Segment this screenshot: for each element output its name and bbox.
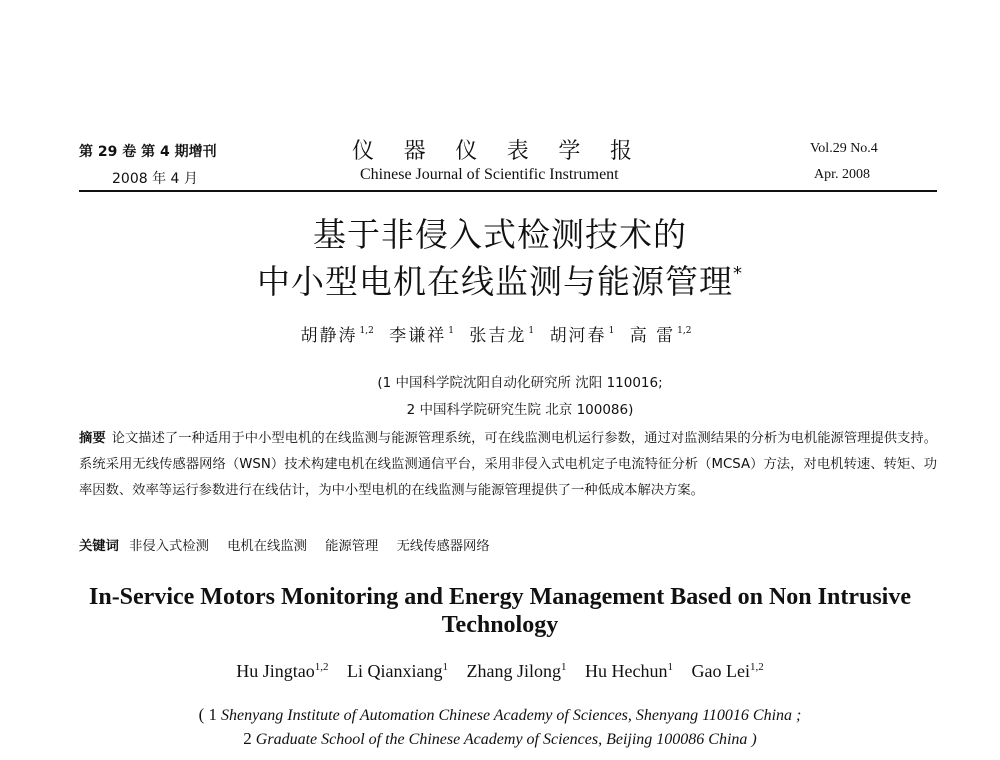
cn-author-name: 张吉龙 xyxy=(469,326,527,346)
abstract xyxy=(79,426,937,504)
journal-title-cn: 仪器仪表学报 xyxy=(352,139,632,164)
en-author xyxy=(467,661,567,681)
keyword: 能源管理 xyxy=(325,539,379,554)
cn-authors xyxy=(0,321,1000,346)
en-author-aff: 1,2 xyxy=(314,661,329,673)
date-cn: 2008 年 4 月 xyxy=(112,171,198,187)
en-author-aff: 1 xyxy=(561,661,567,673)
cn-author-name: 胡河春 xyxy=(549,326,607,346)
en-title-line1: In-Service Motors Monitoring and Energy Management Based on Non Intrusive xyxy=(89,584,911,610)
cn-author-name: 胡静涛 xyxy=(300,326,358,346)
en-title xyxy=(0,583,1000,639)
en-author xyxy=(236,661,328,681)
header-rule xyxy=(79,190,937,192)
abstract-label: 摘要 xyxy=(79,431,106,446)
en-authors xyxy=(0,661,1000,682)
en-author-aff: 1,2 xyxy=(749,661,764,673)
en-author-aff: 1 xyxy=(442,661,448,673)
cn-author-aff: 1,2 xyxy=(677,326,692,336)
cn-author-aff: 1,2 xyxy=(359,326,374,336)
en-title-line2: Technology xyxy=(441,612,559,638)
en-author xyxy=(585,661,673,681)
en-affiliation-1 xyxy=(0,705,1000,725)
cn-author-aff: 1 xyxy=(448,326,455,336)
cn-author-name: 高 雷 xyxy=(629,326,676,346)
en-author xyxy=(691,661,763,681)
en-author-name: Li Qianxiang xyxy=(347,661,443,681)
journal-title-en: Chinese Journal of Scientific Instrument xyxy=(360,166,619,183)
date-en: Apr. 2008 xyxy=(814,167,870,182)
volume-issue-cn: 第 29 卷 第 4 期增刊 xyxy=(79,144,217,160)
cn-author-aff: 1 xyxy=(528,326,535,336)
en-affiliation-2 xyxy=(0,729,1000,749)
cn-title-line1: 基于非侵入式检测技术的 xyxy=(313,215,687,254)
cn-affiliation-2: 2 中国科学院研究生院 北京 100086) xyxy=(406,402,634,418)
cn-author-aff: 1 xyxy=(608,326,615,336)
volume-issue-en: Vol.29 No.4 xyxy=(810,141,878,156)
cn-affiliation-1: (1 中国科学院沈阳自动化研究所 沈阳 110016; xyxy=(377,375,663,391)
en-author-name: Hu Hechun xyxy=(585,661,668,681)
en-affiliation-2-text: Graduate School of the Chinese Academy of Sciences, Beijing 100086 China ) xyxy=(255,731,757,748)
cn-author-name: 李谦祥 xyxy=(389,326,447,346)
keywords xyxy=(79,535,937,554)
en-affiliation-1-num: ( 1 xyxy=(198,705,218,724)
abstract-text: 论文描述了一种适用于中小型电机的在线监测与能源管理系统，可在线监测电机运行参数，通过对监测结果的分析为电机能源管理提供支持。系统采用无线传感器网络（WSN）技术构建电机在线监测通信平台，采用非侵入式电机定子电流特征分析（MCSA）方法，对电机转速、转矩、功率因数、效率等运行参数进行在线估计，为中小型电机的在线监测与能源管理提供了一种低成本解决方案。 xyxy=(79,431,938,498)
en-author xyxy=(347,661,448,681)
en-author-aff: 1 xyxy=(667,661,673,673)
en-author-name: Zhang Jilong xyxy=(466,661,561,681)
keywords-label: 关键词 xyxy=(79,539,119,554)
en-author-name: Gao Lei xyxy=(691,661,750,681)
cn-title-line2-text: 中小型电机在线监测与能源管理 xyxy=(257,262,733,301)
keyword: 非侵入式检测 xyxy=(129,539,209,554)
keyword: 无线传感器网络 xyxy=(396,539,490,554)
en-author-name: Hu Jingtao xyxy=(236,661,315,681)
cn-title-line2 xyxy=(0,256,1000,303)
funding-mark: * xyxy=(733,263,743,284)
en-affiliation-2-num: 2 xyxy=(243,729,252,748)
keyword: 电机在线监测 xyxy=(227,539,307,554)
en-affiliation-1-text: Shenyang Institute of Automation Chinese Academy of Sciences, Shenyang 110016 China ; xyxy=(221,707,802,724)
